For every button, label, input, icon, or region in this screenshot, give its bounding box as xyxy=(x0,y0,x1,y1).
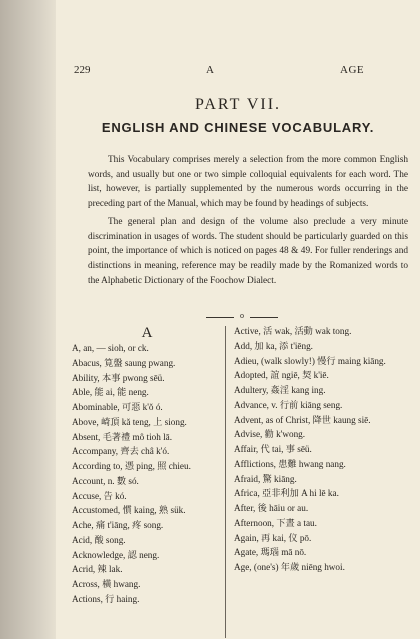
vocabulary-entry: Across, 橫 hwang. xyxy=(72,579,141,589)
book-spine xyxy=(0,0,56,639)
vocabulary-entry: Acrid, 辣 lak. xyxy=(72,564,123,575)
vocabulary-entry: Actions, 行 haing. xyxy=(72,593,140,604)
vocabulary-entry: Afflictions, 患難 hwang nang. xyxy=(234,458,346,469)
vocabulary-entry: Ability, 本事 pwong sēü. xyxy=(72,372,165,383)
section-letter: A xyxy=(141,325,153,341)
section-divider xyxy=(206,313,278,321)
vocabulary-entry: Adopted, 誼 ngiē, 契 k'iē. xyxy=(234,370,329,381)
vocabulary-entry: Afternoon, 下晝 a tau. xyxy=(234,517,317,528)
running-head-letter: A xyxy=(206,64,214,76)
intro-text xyxy=(88,153,408,291)
vocabulary-entry: After, 後 hāiu or au. xyxy=(234,503,309,513)
vocabulary-entry: Acknowledge, 認 neng. xyxy=(72,549,160,560)
vocabulary-entry: Affair, 代 tai, 事 sēü. xyxy=(234,444,312,454)
vocabulary-entry: Again, 再 kai, 仪 pō. xyxy=(234,532,312,543)
vocabulary-entry: A, an, — sioh, or ck. xyxy=(72,343,149,353)
vocabulary-column-right xyxy=(234,324,404,575)
divider-line xyxy=(206,317,234,318)
running-head xyxy=(56,64,420,78)
vocabulary-entry: Agate, 瑪瑙 mā nō. xyxy=(234,547,307,558)
vocabulary-entry: Advise, 勸 k'wong. xyxy=(234,429,306,440)
vocabulary-entry: Absent, 毛著禮 mô tioh lā. xyxy=(72,431,173,442)
vocabulary-entry: Abominable, 可惡 k'ŏ ó. xyxy=(72,402,163,412)
intro-paragraph: This Vocabulary comprises merely a selection from the more common English words, and usually but one or two simple colloquial equivalents for each word. The list, however, is partially supplemented by the numerous words occurring in the preceding part of the Manual, which may be found by headings of subjects. xyxy=(88,155,408,210)
vocabulary-column-left xyxy=(72,324,222,607)
vocabulary-entry: Abacus, 筧盤 saung pwang. xyxy=(72,357,176,368)
divider-line xyxy=(250,317,278,318)
vocabulary-entry: Acid, 酸 song. xyxy=(72,534,126,545)
vocabulary-entry: Add, 加 ka, 添 t'iēng. xyxy=(234,340,313,351)
vocabulary-entry: Accustomed, 慣 kaing, 熟 sük. xyxy=(72,505,186,516)
vocabulary-entry: Accompany, 齊去 châ k'ó. xyxy=(72,446,170,457)
vocabulary-entry: Adultery, 姦淫 kang ing. xyxy=(234,385,326,395)
page-number: 229 xyxy=(74,64,91,76)
book-page xyxy=(56,0,420,639)
vocabulary-entry: Advance, v. 行前 kiāng seng. xyxy=(234,399,343,410)
divider-ornament: o xyxy=(240,311,244,320)
vocabulary-title: ENGLISH AND CHINESE VOCABULARY. xyxy=(101,120,375,135)
vocabulary-entry: According to, 憑 ping, 照 chieu. xyxy=(72,461,191,471)
vocabulary-entry: Active, 活 wak, 活動 wak tong. xyxy=(234,326,352,336)
vocabulary-entry: Age, (one's) 年歲 niēng hwoi. xyxy=(234,562,345,572)
vocabulary-entry: Africa, 亞非利加 A hi lē ka. xyxy=(234,488,339,499)
vocabulary-entry: Afraid, 驚 kiāng. xyxy=(234,473,297,484)
vocabulary-entry: Accuse, 告 kó. xyxy=(72,490,127,501)
column-rule xyxy=(225,326,226,638)
vocabulary-entry: Ache, 痛 t'iāng, 疼 song. xyxy=(72,520,164,530)
vocabulary-entry: Advent, as of Christ, 降世 kaung siē. xyxy=(234,414,371,425)
running-head-word: AGE xyxy=(340,64,365,76)
vocabulary-entry: Adieu, (walk slowly!) 慢行 maing kiāng. xyxy=(234,355,386,366)
intro-paragraph: The general plan and design of the volume also preclude a very minute discrimination in usages of words. The student should be particularly guarded on this point, the importance of which is noticed on pages 48 & 49. For fuller renderings and distinctions in meaning, reference may be readily made by the Romanized words to the Alphabetic Dictionary of the Foochow Dialect. xyxy=(88,216,408,286)
vocabulary-entry: Above, 崎頂 kă teng, 上 siong. xyxy=(72,416,187,427)
vocabulary-entry: Able, 能 ai, 能 neng. xyxy=(72,387,149,398)
vocabulary-entry: Account, n. 數 só. xyxy=(72,475,139,486)
part-title: PART VII. xyxy=(194,96,282,113)
